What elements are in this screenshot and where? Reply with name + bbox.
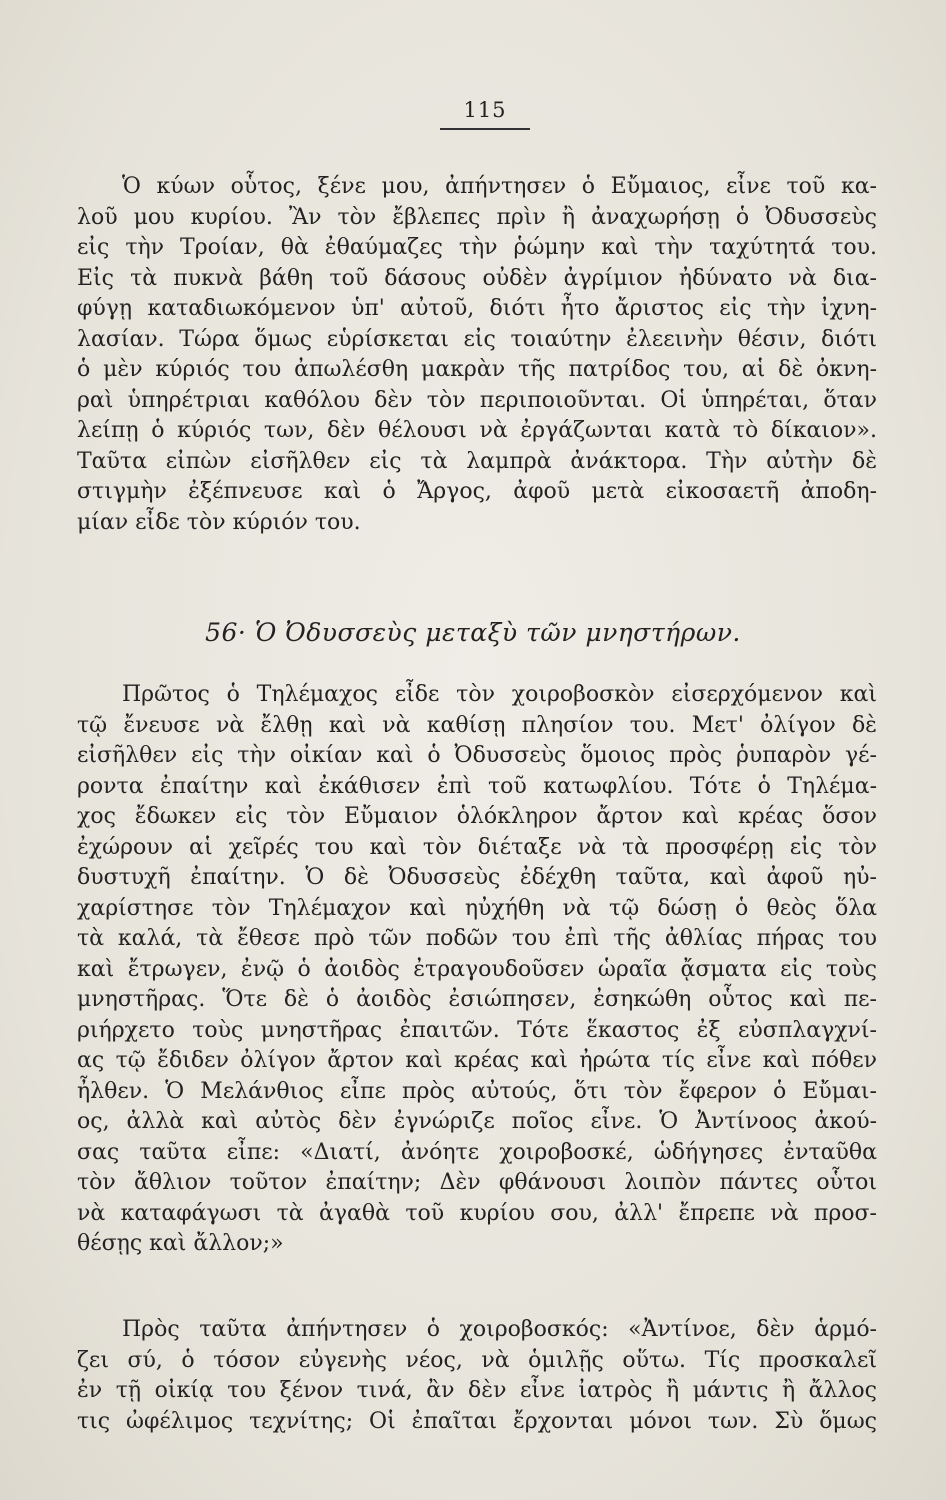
text-line: ἦλθεν. Ὁ Μελάνθιος εἶπε πρὸς αὐτούς, ὅτι τὸν ἔφερον ὁ Εὔμαι- — [77, 1078, 877, 1104]
text-line: Πρὸς ταῦτα ἀπήντησεν ὁ χοιροβοσκός: «Ἀντίνοε, δὲν ἁρμό- — [122, 1317, 877, 1342]
text-line: λοῦ μου κυρίου. Ἂν τὸν ἔβλεπες πρὶν ἢ ἀναχωρήσῃ ὁ Ὀδυσσεὺς — [77, 204, 877, 230]
text-line: τῷ ἔνευσε νὰ ἔλθῃ καὶ νὰ καθίσῃ πλησίον του. Μετ' ὀλίγον δὲ — [77, 712, 877, 738]
text-line: ὁ μὲν κύριός του ἀπωλέσθη μακρὰν τῆς πατρίδος του, αἱ δὲ ὀκνη- — [77, 357, 877, 382]
text-line: Ὁ κύων οὗτος, ξένε μου, ἀπήντησεν ὁ Εὔμαιος, εἶνε τοῦ κα- — [122, 174, 877, 199]
text-line: Εἰς τὰ πυκνὰ βάθη τοῦ δάσους οὐδὲν ἀγρίμιον ἠδύνατο νὰ δια- — [77, 265, 877, 291]
text-line: Ταῦτα εἰπὼν εἰσῆλθεν εἰς τὰ λαμπρὰ ἀνάκτορα. Τὴν αὐτὴν δὲ — [77, 448, 877, 474]
page-number-rule — [440, 128, 530, 130]
text-line: ζει σύ, ὁ τόσον εὐγενὴς νέος, νὰ ὁμιλῇς οὕτω. Τίς προσκαλεῖ — [77, 1347, 877, 1373]
text-line: εἰς τὴν Τροίαν, θὰ ἐθαύμαζες τὴν ῥώμην καὶ τὴν ταχύτητά του. — [77, 235, 877, 260]
text-line: λείπῃ ὁ κύριός των, δὲν θέλουσι νὰ ἐργάζωνται κατὰ τὸ δίκαιον». — [77, 418, 877, 443]
page-number: 115 — [463, 98, 507, 122]
text-line: ριήρχετο τοὺς μνηστῆρας ἐπαιτῶν. Τότε ἕκαστος ἐξ εὐσπλαγχνί- — [77, 1017, 877, 1043]
text-line: δυστυχῆ ἐπαίτην. Ὁ δὲ Ὀδυσσεὺς ἐδέχθη ταῦτα, καὶ ἀφοῦ ηὐ- — [77, 865, 877, 890]
paragraph-odysseus-suitors — [77, 680, 877, 1260]
text-line: μίαν εἶδε τὸν κύριόν του. — [77, 509, 361, 535]
text-line: ραὶ ὑπηρέτριαι καθόλου δὲν τὸν περιποιοῦνται. Οἱ ὑπηρέται, ὅταν — [77, 387, 877, 413]
text-line: χος ἔδωκεν εἰς τὸν Εὔμαιον ὁλόκληρον ἄρτον καὶ κρέας ὅσον — [77, 804, 877, 829]
text-line: ος, ἀλλὰ καὶ αὐτὸς δὲν ἐγνώριζε ποῖος εἶνε. Ὁ Ἀντίνοος ἀκού- — [77, 1109, 877, 1134]
text-line: τὸν ἄθλιον τοῦτον ἐπαίτην; Δὲν φθάνουσι λοιπὸν πάντες οὗτοι — [77, 1170, 877, 1195]
paragraph-dog-argos — [77, 172, 877, 538]
text-line: ας τῷ ἔδιδεν ὀλίγον ἄρτον καὶ κρέας καὶ ἠρώτα τίς εἶνε καὶ πόθεν — [77, 1048, 877, 1073]
text-line: Πρῶτος ὁ Τηλέμαχος εἶδε τὸν χοιροβοσκὸν εἰσερχόμενον καὶ — [122, 682, 877, 707]
text-line: ροντα ἐπαίτην καὶ ἐκάθισεν ἐπὶ τοῦ κατωφλίου. Τότε ὁ Τηλέμα- — [77, 773, 877, 799]
text-line: στιγμὴν ἐξέπνευσε καὶ ὁ Ἄργος, ἀφοῦ μετὰ εἰκοσαετῆ ἀποδη- — [77, 479, 877, 504]
text-line: ἐχώρουν αἱ χεῖρές του καὶ τὸν διέταξε νὰ τὰ προσφέρῃ εἰς τὸν — [77, 834, 877, 860]
text-line: νὰ καταφάγωσι τὰ ἀγαθὰ τοῦ κυρίου σου, ἀλλ' ἔπρεπε νὰ προσ- — [77, 1200, 877, 1226]
text-line: ἐν τῇ οἰκίᾳ του ξένον τινά, ἂν δὲν εἶνε ἰατρὸς ἢ μάντις ἢ ἄλλος — [77, 1378, 877, 1403]
text-line: λασίαν. Τώρα ὅμως εὑρίσκεται εἰς τοιαύτην ἐλεεινὴν θέσιν, διότι — [77, 326, 877, 352]
text-line: μνηστῆρας. Ὅτε δὲ ὁ ἀοιδὸς ἐσιώπησεν, ἐσηκώθη οὗτος καὶ πε- — [77, 987, 877, 1012]
text-line: εἰσῆλθεν εἰς τὴν οἰκίαν καὶ ὁ Ὀδυσσεὺς ὅμοιος πρὸς ῥυπαρὸν γέ- — [77, 743, 877, 768]
text-line: φύγῃ καταδιωκόμενον ὑπ' αὐτοῦ, διότι ἦτο ἄριστος εἰς τὴν ἰχνη- — [77, 296, 877, 321]
paragraph-swineherd-reply — [77, 1315, 877, 1437]
text-line: σας ταῦτα εἶπε: «Διατί, ἀνόητε χοιροβοσκέ, ὡδήγησες ἐνταῦθα — [77, 1139, 877, 1165]
text-line: θέσῃς καὶ ἄλλον;» — [77, 1231, 284, 1256]
section-heading: 56· Ὁ Ὀδυσσεὺς μεταξὺ τῶν μνηστήρων. — [205, 618, 741, 647]
text-line: καὶ ἔτρωγεν, ἐνῷ ὁ ἀοιδὸς ἐτραγουδοῦσεν ὡραῖα ᾄσματα εἰς τοὺς — [77, 956, 877, 982]
text-line: τις ὠφέλιμος τεχνίτης; Οἱ ἐπαῖται ἔρχονται μόνοι των. Σὺ ὅμως — [77, 1408, 877, 1434]
text-line: τὰ καλά, τὰ ἔθεσε πρὸ τῶν ποδῶν του ἐπὶ τῆς ἀθλίας πήρας του — [77, 926, 877, 951]
text-line: χαρίστησε τὸν Τηλέμαχον καὶ ηὐχήθη νὰ τῷ δώσῃ ὁ θεὸς ὅλα — [77, 895, 877, 921]
